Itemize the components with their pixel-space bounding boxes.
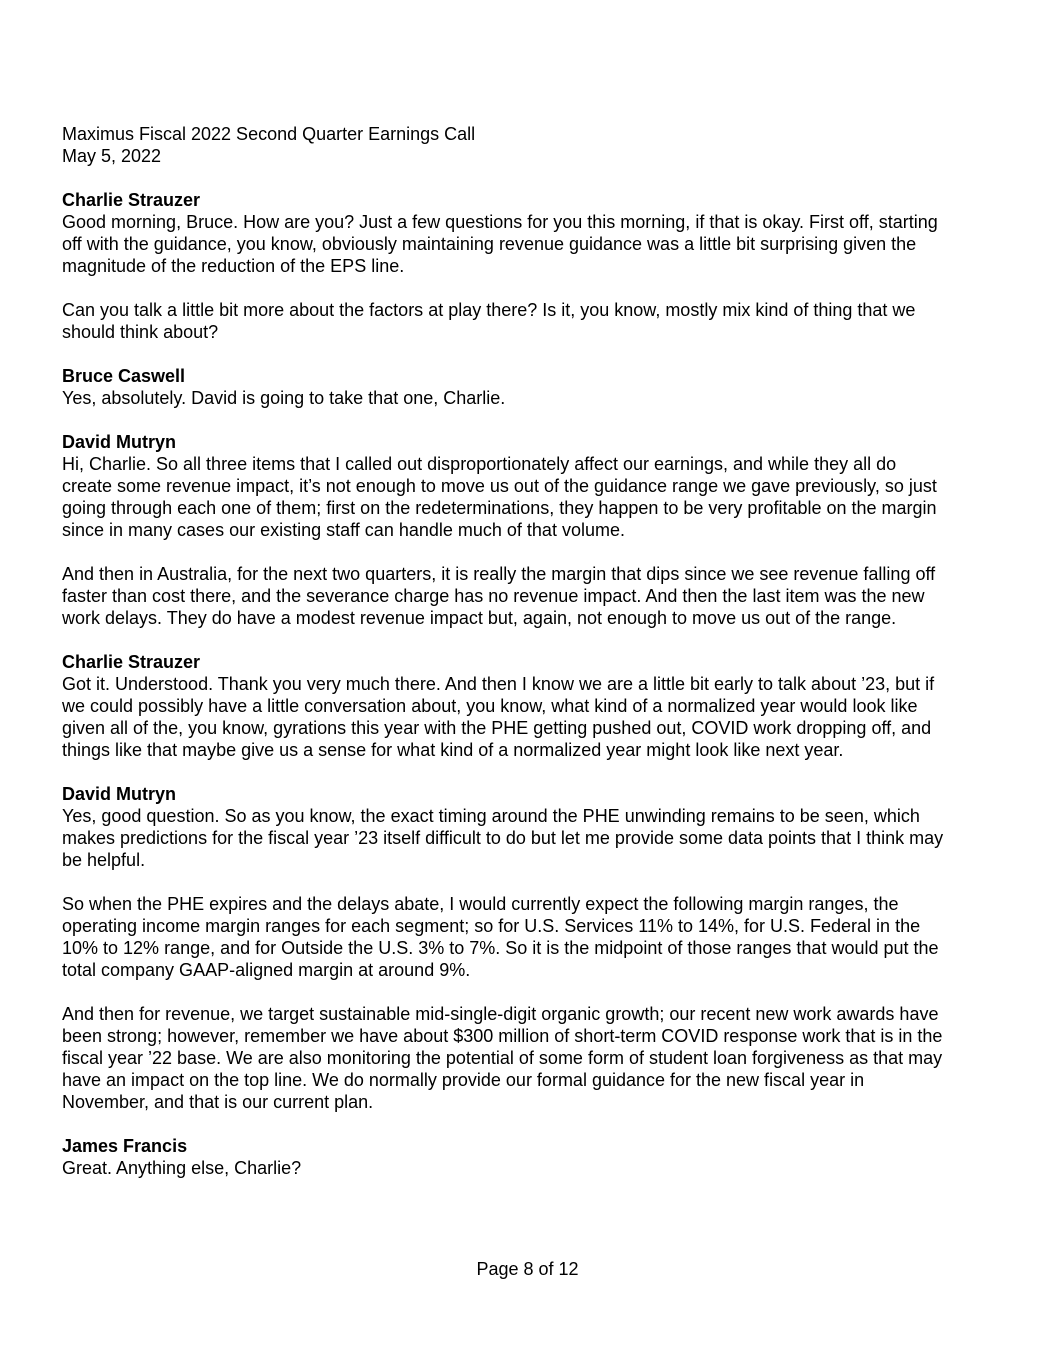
transcript-paragraph: And then for revenue, we target sustainable mid-single-digit organic growth; our recent new work awards have been strong; however, remember we have about $300 million of short-term COVID response work that is in the fiscal year ’22 base. We are also monitoring the potential of some form of student loan forgiveness as that may have an impact on the top line. We do normally provide our formal guidance for the new fiscal year in November, and that is our current plan. [62,1004,943,1112]
transcript-paragraph: So when the PHE expires and the delays abate, I would currently expect the following margin ranges, the operating income margin ranges for each segment; so for U.S. Services 11% to 14%, for U.S. Federal in the 10% to 12% range, and for Outside the U.S. 3% to 7%. So it is the midpoint of those ranges that would put the total company GAAP-aligned margin at around 9%. [62,894,939,980]
speaker-name: Charlie Strauzer [62,190,201,210]
document-header [62,123,1002,167]
transcript-paragraph: Can you talk a little bit more about the factors at play there? Is it, you know, mostly mix kind of thing that we should think about? [62,300,916,342]
speaker-block [62,189,1002,343]
speaker-block [62,783,1002,1113]
speaker-block [62,651,1002,761]
speaker-name: David Mutryn [62,784,177,804]
transcript-paragraph: Yes, good question. So as you know, the exact timing around the PHE unwinding remains to be seen, which makes predictions for the fiscal year ’23 itself difficult to do but let me provide some data points that I think may be helpful. [62,806,944,870]
document-date: May 5, 2022 [62,146,162,166]
speaker-block [62,365,1002,409]
transcript-paragraph: Got it. Understood. Thank you very much there. And then I know we are a little bit early to talk about ’23, but if we could possibly have a little conversation about, you know, what kind of a normalized year would look like given all of the, you know, gyrations this year with the PHE getting pushed out, COVID work dropping off, and things like that maybe give us a sense for what kind of a normalized year might look like next year. [62,674,935,760]
transcript-paragraph: Good morning, Bruce. How are you? Just a few questions for you this morning, if that is okay. First off, starting off with the guidance, you know, obviously maintaining revenue guidance was a little bit surprising given the magnitude of the reduction of the EPS line. [62,212,938,276]
speaker-name: Bruce Caswell [62,366,186,386]
speaker-name: David Mutryn [62,432,177,452]
speaker-block [62,1135,1002,1179]
page-number: Page 8 of 12 [476,1259,579,1279]
document-page [62,123,1002,1201]
speaker-block [62,431,1002,629]
transcript-paragraph: And then in Australia, for the next two quarters, it is really the margin that dips since we see revenue falling off faster than cost there, and the severance charge has no revenue impact. And then the last item was the new work delays. They do have a modest revenue impact but, again, not enough to move us out of the range. [62,564,936,628]
speaker-name: James Francis [62,1136,188,1156]
speaker-name: Charlie Strauzer [62,652,201,672]
transcript-paragraph: Hi, Charlie. So all three items that I called out disproportionately affect our earnings, and while they all do create some revenue impact, it’s not enough to move us out of the guidance range we gave previously, so just going through each one of them; first on the redeterminations, they happen to be very profitable on the margin since in many cases our existing staff can handle much of that volume. [62,454,937,540]
transcript-paragraph: Yes, absolutely. David is going to take that one, Charlie. [62,388,506,408]
transcript-paragraph: Great. Anything else, Charlie? [62,1158,302,1178]
document-title: Maximus Fiscal 2022 Second Quarter Earnings Call [62,124,476,144]
